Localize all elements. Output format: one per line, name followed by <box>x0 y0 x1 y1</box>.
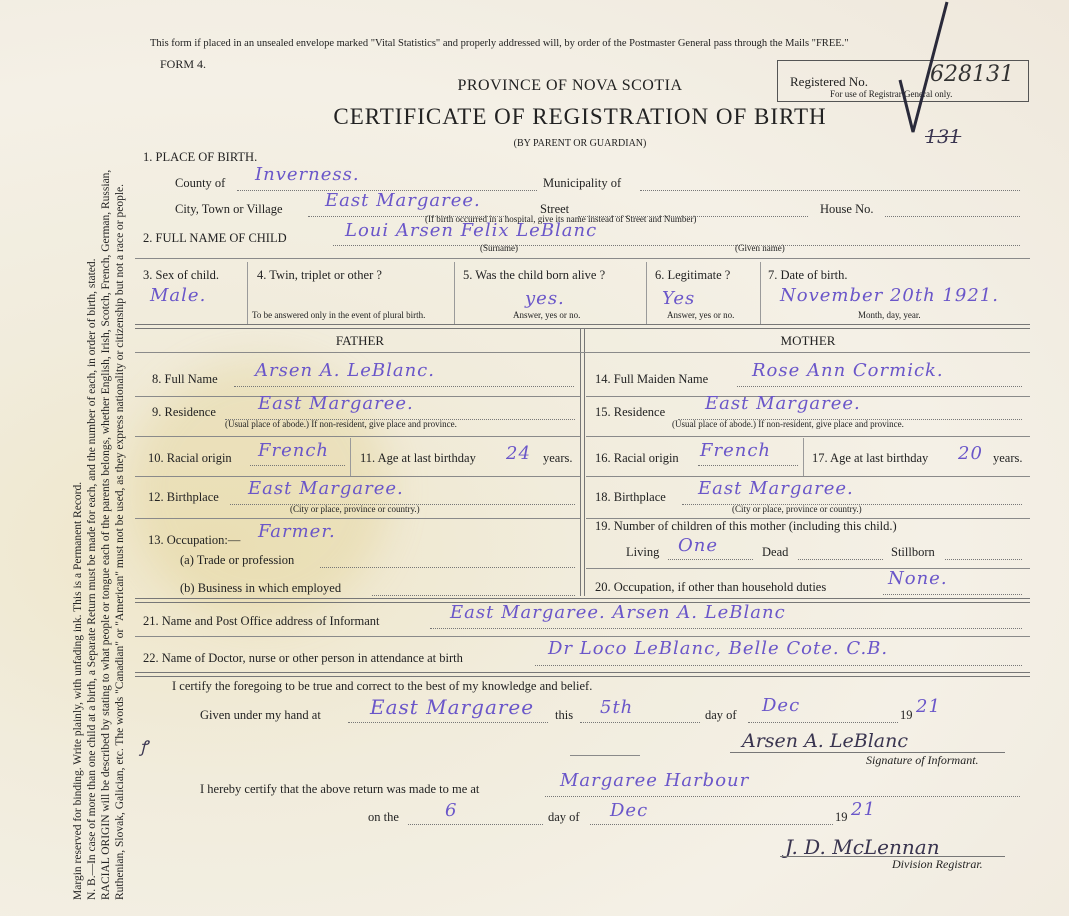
city-value: East Margaree. <box>325 190 481 211</box>
father-residence-label: 9. Residence <box>152 405 216 419</box>
mother-occupation-value: None. <box>888 568 948 589</box>
father-birthplace-label: 12. Birthplace <box>148 490 219 504</box>
informant-label: 21. Name and Post Office address of Informant <box>143 614 380 628</box>
mother-birthplace-note: (City or place, province or country.) <box>732 504 862 514</box>
father-occupation-label: 13. Occupation:— <box>148 533 241 547</box>
mother-name-value: Rose Ann Cormick. <box>752 360 944 381</box>
mother-birthplace-value: East Margaree. <box>698 478 854 499</box>
registrar-signature: J. D. McLennan <box>785 835 940 859</box>
margin-line-3: RACIAL ORIGIN will be described by stating to what people or tongue each of the parents belongs, whether English, Irish, Scotch, French, German, Russian, <box>100 169 112 900</box>
municipality-label: Municipality of <box>543 176 622 190</box>
mother-racial-value: French <box>700 440 772 461</box>
alive-value: yes. <box>525 288 565 309</box>
form-number: FORM 4. <box>160 57 207 71</box>
father-residence-value: East Margaree. <box>258 393 414 414</box>
dead-label: Dead <box>762 545 789 559</box>
living-value: One <box>678 535 719 556</box>
child-name-value: Loui Arsen Felix LeBlanc <box>345 220 598 241</box>
certify-statement: I certify the foregoing to be true and correct to the best of my knowledge and belief. <box>172 679 593 693</box>
mother-heading: MOTHER <box>780 333 836 348</box>
mother-residence-label: 15. Residence <box>595 405 666 419</box>
alive-note: Answer, yes or no. <box>513 310 581 320</box>
mother-occupation-label: 20. Occupation, if other than household duties <box>595 580 827 594</box>
certify-day-of-label: day of <box>705 708 737 722</box>
street-note: (If birth occurred in a hospital, give its name instead of Street and Number) <box>425 214 697 224</box>
father-residence-note: (Usual place of abode.) If non-resident, give place and province. <box>225 419 457 429</box>
registered-label: Registered No. <box>790 74 868 89</box>
father-racial-label: 10. Racial origin <box>148 451 232 465</box>
certificate-subtitle: (BY PARENT OR GUARDIAN) <box>513 138 647 149</box>
sex-label: 3. Sex of child. <box>143 268 220 282</box>
house-label: House No. <box>820 202 874 216</box>
mother-age-value: 20 <box>958 443 983 464</box>
certify-year-value: 21 <box>916 696 941 717</box>
mother-birthplace-label: 18. Birthplace <box>595 490 666 504</box>
father-name-label: 8. Full Name <box>152 372 218 386</box>
certify-year-prefix: 19 <box>900 708 913 722</box>
mother-age-label: 17. Age at last birthday <box>812 451 929 465</box>
city-label: City, Town or Village <box>175 202 283 216</box>
stillborn-label: Stillborn <box>891 545 935 559</box>
father-years-label: years. <box>543 451 573 465</box>
margin-line-2: N. B.—In case of more than one child at a birth, a Separate Return must be made for each, and the number of each, in order of birth, stated. <box>86 258 98 900</box>
dob-value: November 20th 1921. <box>780 285 999 306</box>
father-birthplace-note: (City or place, province or country.) <box>290 504 420 514</box>
mother-children-label: 19. Number of children of this mother (including this child.) <box>595 519 897 533</box>
father-birthplace-value: East Margaree. <box>248 478 404 499</box>
margin-line-1: Margin reserved for binding. Write plainly, with unfading ink. This is a Permanent Record. <box>72 481 84 900</box>
mother-years-label: years. <box>993 451 1023 465</box>
registrar-year-prefix: 19 <box>835 810 848 824</box>
margin-line-4: Ruthenian, Slovak, Galician, etc. The words "Canadian" or "American" must not be used, as they express nationality or citizenship but not a race or people. <box>114 183 126 900</box>
province-heading: PROVINCE OF NOVA SCOTIA <box>457 77 683 94</box>
registrar-on-label: on the <box>368 810 399 824</box>
mother-residence-note: (Usual place of abode.) If non-resident, give place and province. <box>672 419 904 429</box>
father-name-value: Arsen A. LeBlanc. <box>255 360 435 381</box>
margin-notes <box>5 20 133 900</box>
registrar-month-value: Dec <box>610 800 649 821</box>
father-age-label: 11. Age at last birthday <box>360 451 476 465</box>
doctor-label: 22. Name of Doctor, nurse or other person in attendance at birth <box>143 651 463 665</box>
county-value: Inverness. <box>255 164 360 185</box>
dob-label: 7. Date of birth. <box>768 268 848 282</box>
twin-note: To be answered only in the event of plural birth. <box>252 310 426 320</box>
registrar-signature-label: Division Registrar. <box>892 857 983 871</box>
registrar-year-value: 21 <box>851 799 876 820</box>
pen-check-mark <box>895 0 955 140</box>
certificate-title: CERTIFICATE OF REGISTRATION OF BIRTH <box>333 104 827 129</box>
mother-name-label: 14. Full Maiden Name <box>595 372 709 386</box>
informant-signature-label: Signature of Informant. <box>866 753 979 767</box>
mother-racial-label: 16. Racial origin <box>595 451 679 465</box>
county-label: County of <box>175 176 226 190</box>
mother-residence-value: East Margaree. <box>705 393 861 414</box>
twin-label: 4. Twin, triplet or other ? <box>257 268 382 282</box>
certify-month-value: Dec <box>762 695 801 716</box>
given-under-label: Given under my hand at <box>200 708 321 722</box>
struck-number: 131 <box>925 126 962 148</box>
registrar-statement: I hereby certify that the above return was made to me at <box>200 782 480 796</box>
father-racial-value: French <box>258 440 330 461</box>
this-label: this <box>555 708 574 722</box>
registrar-note: For use of Registrar General only. <box>830 89 953 99</box>
informant-value: East Margaree. Arsen A. LeBlanc <box>450 602 786 623</box>
father-heading: FATHER <box>335 333 385 348</box>
legitimate-note: Answer, yes or no. <box>667 310 735 320</box>
place-heading: 1. PLACE OF BIRTH. <box>143 150 258 164</box>
dob-note: Month, day, year. <box>858 310 921 320</box>
legitimate-label: 6. Legitimate ? <box>655 268 731 282</box>
alive-label: 5. Was the child born alive ? <box>463 268 606 282</box>
registrar-place-value: Margaree Harbour <box>560 770 750 791</box>
informant-signature: Arsen A. LeBlanc <box>742 730 908 752</box>
pencil-mark: ꝭ <box>140 737 148 756</box>
legitimate-value: Yes <box>662 288 696 309</box>
given-place-value: East Margaree <box>370 695 535 719</box>
living-label: Living <box>626 545 660 559</box>
registered-number: 628131 <box>930 62 1014 87</box>
father-age-value: 24 <box>506 443 531 464</box>
child-name-label: 2. FULL NAME OF CHILD <box>143 231 287 245</box>
business-label: (b) Business in which employed <box>180 581 342 595</box>
doctor-value: Dr Loco LeBlanc, Belle Cote. C.B. <box>548 638 889 659</box>
certify-day-value: 5th <box>600 697 634 718</box>
surname-label: (Surname) <box>480 243 518 253</box>
given-name-label: (Given name) <box>735 243 785 253</box>
registrar-day-of-label: day of <box>548 810 580 824</box>
father-occupation-value: Farmer. <box>258 521 336 542</box>
registrar-day-value: 6 <box>445 800 458 821</box>
trade-label: (a) Trade or profession <box>180 553 295 567</box>
sex-value: Male. <box>150 285 207 306</box>
mail-notice: This form if placed in an unsealed envelope marked "Vital Statistics" and properly addressed will, by order of the Postmaster General pass through the Mails "FREE." <box>150 38 849 49</box>
street-label: Street <box>540 202 570 216</box>
